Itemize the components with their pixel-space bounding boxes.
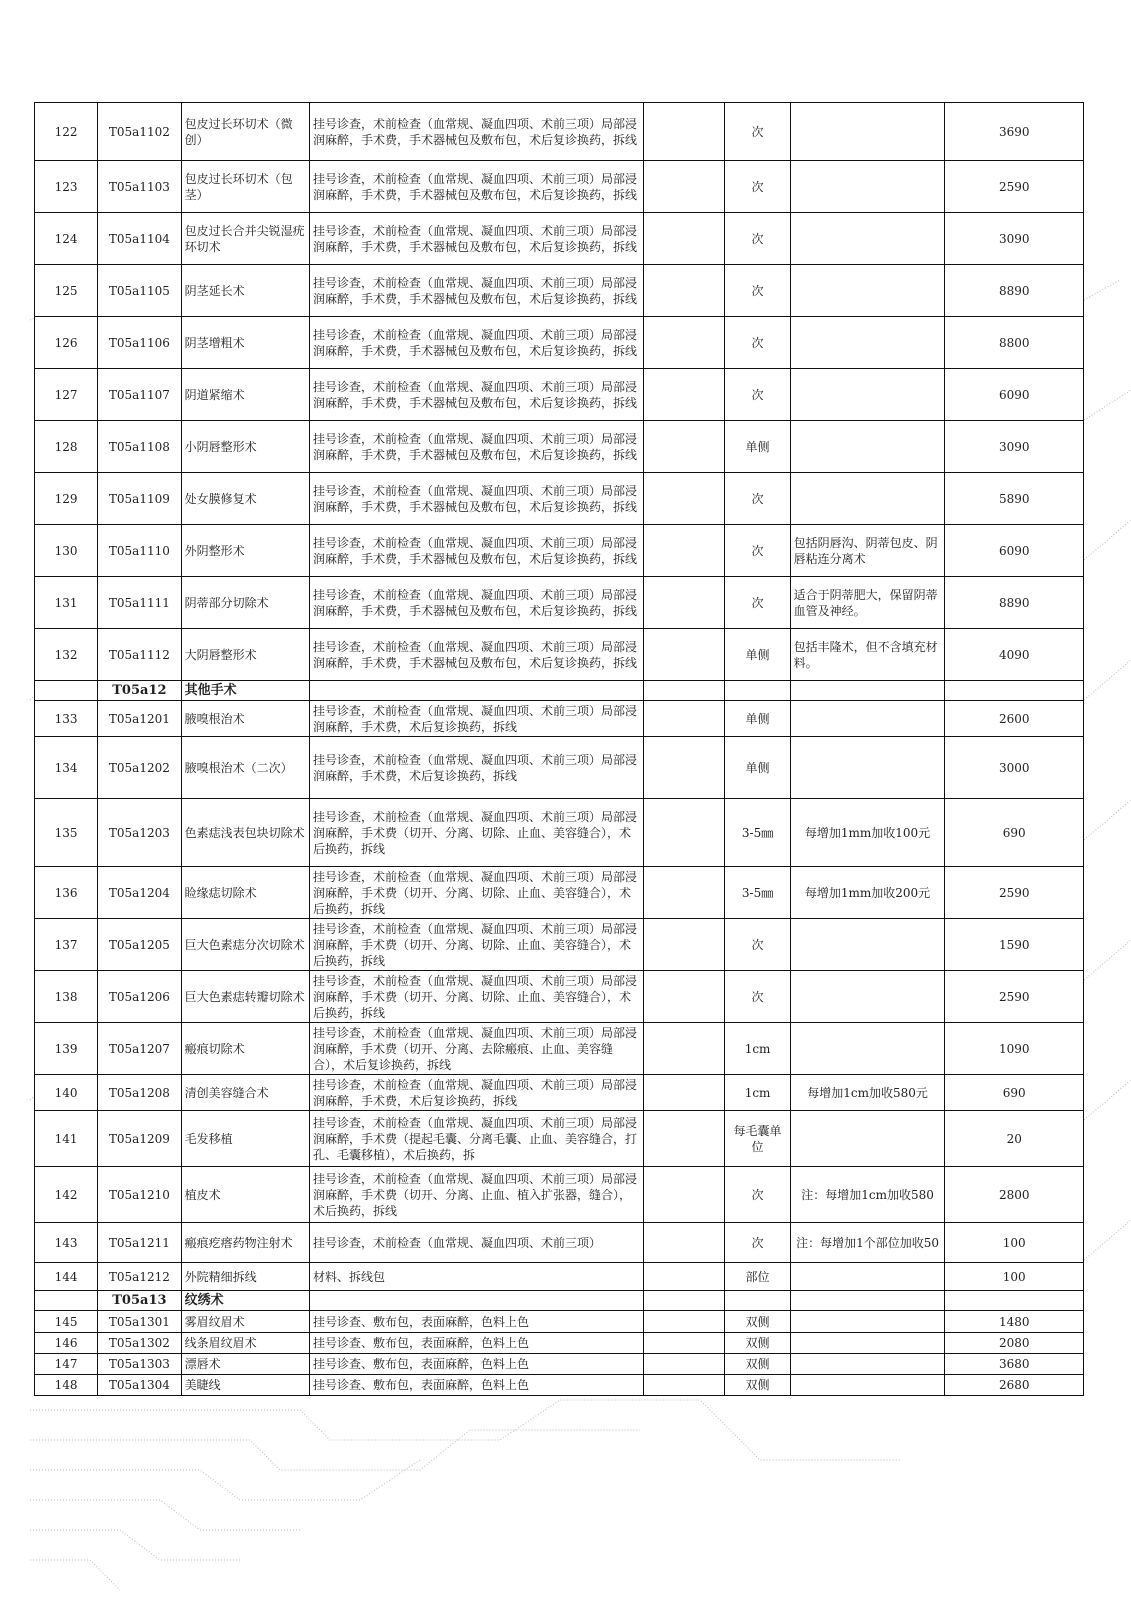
item-price: 3680: [945, 1354, 1084, 1375]
item-code: T05a1201: [98, 701, 182, 737]
item-note: 每增加1mm加收100元: [790, 799, 945, 867]
item-code: T05a1204: [98, 867, 182, 919]
item-code: T05a1112: [98, 629, 182, 681]
item-name: 瘢痕疙瘩药物注射术: [181, 1223, 309, 1263]
row-number: 136: [35, 867, 98, 919]
price-table: [34, 102, 1084, 1396]
item-code: T05a1205: [98, 919, 182, 971]
item-name: 睑缘痣切除术: [181, 867, 309, 919]
item-price: 100: [945, 1223, 1084, 1263]
table-row: [35, 103, 1084, 161]
table-row: [35, 1111, 1084, 1167]
item-price: 2800: [945, 1167, 1084, 1223]
item-price: 2590: [945, 161, 1084, 213]
unit-cell: [725, 681, 790, 701]
row-number: 134: [35, 737, 98, 799]
item-code: T05a1105: [98, 265, 182, 317]
item-name: 阴茎延长术: [181, 265, 309, 317]
item-code: T05a1203: [98, 799, 182, 867]
item-content: 挂号诊查，术前检查（血常规、凝血四项、术前三项）局部浸润麻醉，手术费（切开、分离、切除、止血、美容缝合），术后换药，拆线: [309, 867, 643, 919]
blank-cell: [644, 577, 725, 629]
item-name: 植皮术: [181, 1167, 309, 1223]
blank-cell: [644, 919, 725, 971]
row-number: 126: [35, 317, 98, 369]
section-header-row: [35, 1291, 1084, 1311]
item-content: 挂号诊查，术前检查（血常规、凝血四项、术前三项）局部浸润麻醉，手术费，手术器械包及敷布包，术后复诊换药，拆线: [309, 265, 643, 317]
table-row: [35, 1023, 1084, 1075]
row-number: 140: [35, 1075, 98, 1111]
item-note: 注：每增加1cm加收580: [790, 1167, 945, 1223]
section-code: T05a13: [98, 1291, 182, 1311]
blank-cell: [644, 1311, 725, 1333]
table-row: [35, 971, 1084, 1023]
item-unit: 次: [725, 525, 790, 577]
item-price: 1590: [945, 919, 1084, 971]
item-unit: 1cm: [725, 1023, 790, 1075]
row-number: 141: [35, 1111, 98, 1167]
table-row: [35, 161, 1084, 213]
blank-cell: [644, 421, 725, 473]
item-content: 挂号诊查，术前检查（血常规、凝血四项、术前三项）局部浸润麻醉，手术费（切开、分离、切除、止血、美容缝合），术后换药，拆线: [309, 971, 643, 1023]
item-price: 100: [945, 1263, 1084, 1291]
item-price: 2590: [945, 971, 1084, 1023]
row-number: 127: [35, 369, 98, 421]
item-note: [790, 1263, 945, 1291]
item-unit: 次: [725, 577, 790, 629]
item-name: 小阴唇整形术: [181, 421, 309, 473]
item-price: 6090: [945, 525, 1084, 577]
blank-cell: [644, 1291, 725, 1311]
table-row: [35, 737, 1084, 799]
content-cell: [309, 681, 643, 701]
table-row: [35, 1333, 1084, 1354]
item-price: 8890: [945, 577, 1084, 629]
item-price: 3000: [945, 737, 1084, 799]
item-note: [790, 161, 945, 213]
item-code: T05a1302: [98, 1333, 182, 1354]
item-price: 690: [945, 799, 1084, 867]
note-cell: [790, 681, 945, 701]
item-note: [790, 369, 945, 421]
item-name: 毛发移植: [181, 1111, 309, 1167]
item-name: 处女膜修复术: [181, 473, 309, 525]
item-unit: 3-5㎜: [725, 799, 790, 867]
blank-cell: [644, 1354, 725, 1375]
item-note: [790, 737, 945, 799]
row-number: 130: [35, 525, 98, 577]
item-unit: 次: [725, 1223, 790, 1263]
item-name: 瘢痕切除术: [181, 1023, 309, 1075]
table-row: [35, 369, 1084, 421]
blank-cell: [644, 1023, 725, 1075]
note-cell: [790, 1291, 945, 1311]
item-price: 3090: [945, 213, 1084, 265]
item-unit: 次: [725, 265, 790, 317]
item-content: 挂号诊查，术前检查（血常规、凝血四项、术前三项）局部浸润麻醉，手术费，手术器械包及敷布包，术后复诊换药，拆线: [309, 473, 643, 525]
item-name: 雾眉纹眉术: [181, 1311, 309, 1333]
item-content: 挂号诊查、敷布包，表面麻醉，色料上色: [309, 1354, 643, 1375]
item-code: T05a1106: [98, 317, 182, 369]
price-table-body: [35, 103, 1084, 1396]
item-note: [790, 1311, 945, 1333]
item-content: 挂号诊查，术前检查（血常规、凝血四项、术前三项）局部浸润麻醉，手术费，手术器械包及敷布包，术后复诊换药，拆线: [309, 161, 643, 213]
item-unit: 次: [725, 473, 790, 525]
table-row: [35, 473, 1084, 525]
table-row: [35, 1354, 1084, 1375]
blank-cell: [644, 1167, 725, 1223]
item-code: T05a1104: [98, 213, 182, 265]
table-row: [35, 1311, 1084, 1333]
table-row: [35, 867, 1084, 919]
item-content: 挂号诊查，术前检查（血常规、凝血四项、术前三项）局部浸润麻醉，手术费，术后复诊换药，拆线: [309, 1075, 643, 1111]
row-number: 146: [35, 1333, 98, 1354]
item-content: 挂号诊查，术前检查（血常规、凝血四项、术前三项）局部浸润麻醉，手术费，术后复诊换药，拆线: [309, 701, 643, 737]
item-note: [790, 1375, 945, 1396]
item-price: 2600: [945, 701, 1084, 737]
item-code: T05a1110: [98, 525, 182, 577]
item-name: 包皮过长环切术（包茎）: [181, 161, 309, 213]
item-price: 1090: [945, 1023, 1084, 1075]
item-note: [790, 1354, 945, 1375]
item-price: 5890: [945, 473, 1084, 525]
item-code: T05a1303: [98, 1354, 182, 1375]
item-unit: 1cm: [725, 1075, 790, 1111]
item-code: T05a1208: [98, 1075, 182, 1111]
item-price: 2080: [945, 1333, 1084, 1354]
item-content: 挂号诊查，术前检查（血常规、凝血四项、术前三项）局部浸润麻醉，手术费（切开、分离、切除、止血、美容缝合），术后换药，拆线: [309, 799, 643, 867]
blank-cell: [644, 265, 725, 317]
row-number: 123: [35, 161, 98, 213]
item-code: T05a1111: [98, 577, 182, 629]
unit-cell: [725, 1291, 790, 1311]
content-cell: [309, 1291, 643, 1311]
item-content: 挂号诊查，术前检查（血常规、凝血四项、术前三项）局部浸润麻醉，手术费（切开、分离、去除瘢痕、止血、美容缝合），术后复诊换药，拆线: [309, 1023, 643, 1075]
item-name: 阴蒂部分切除术: [181, 577, 309, 629]
row-number: 143: [35, 1223, 98, 1263]
blank-cell: [644, 317, 725, 369]
blank-cell: [644, 1223, 725, 1263]
item-code: T05a1301: [98, 1311, 182, 1333]
item-content: 挂号诊查，术前检查（血常规、凝血四项、术前三项）局部浸润麻醉，手术费，手术器械包及敷布包，术后复诊换药，拆线: [309, 369, 643, 421]
item-price: 4090: [945, 629, 1084, 681]
item-unit: 每毛囊单位: [725, 1111, 790, 1167]
table-row: [35, 1375, 1084, 1396]
table-row: [35, 577, 1084, 629]
row-number: 137: [35, 919, 98, 971]
row-number: 124: [35, 213, 98, 265]
table-row: [35, 701, 1084, 737]
row-number: 148: [35, 1375, 98, 1396]
blank-cell: [644, 1111, 725, 1167]
table-row: [35, 629, 1084, 681]
table-row: [35, 919, 1084, 971]
section-name: 其他手术: [181, 681, 309, 701]
row-number: 135: [35, 799, 98, 867]
item-content: 挂号诊查，术前检查（血常规、凝血四项、术前三项）局部浸润麻醉，手术费，术后复诊换药，拆线: [309, 737, 643, 799]
row-number: 131: [35, 577, 98, 629]
item-code: T05a1210: [98, 1167, 182, 1223]
item-note: [790, 213, 945, 265]
item-name: 腋嗅根治术: [181, 701, 309, 737]
item-note: [790, 1023, 945, 1075]
row-number: 147: [35, 1354, 98, 1375]
row-number: 144: [35, 1263, 98, 1291]
row-number: [35, 681, 98, 701]
item-unit: 次: [725, 919, 790, 971]
item-content: 挂号诊查，术前检查（血常规、凝血四项、术前三项）局部浸润麻醉，手术费（切开、分离、切除、止血、美容缝合），术后换药，拆线: [309, 919, 643, 971]
blank-cell: [644, 473, 725, 525]
item-unit: 双侧: [725, 1375, 790, 1396]
item-unit: 部位: [725, 1263, 790, 1291]
item-content: 挂号诊查、敷布包，表面麻醉，色料上色: [309, 1333, 643, 1354]
item-name: 大阴唇整形术: [181, 629, 309, 681]
item-name: 包皮过长合并尖锐湿疣环切术: [181, 213, 309, 265]
item-note: [790, 421, 945, 473]
item-content: 挂号诊查，术前检查（血常规、凝血四项、术前三项）局部浸润麻醉，手术费，手术器械包及敷布包，术后复诊换药，拆线: [309, 577, 643, 629]
item-name: 腋嗅根治术（二次）: [181, 737, 309, 799]
item-name: 清创美容缝合术: [181, 1075, 309, 1111]
item-unit: 次: [725, 369, 790, 421]
item-content: 挂号诊查，术前检查（血常规、凝血四项、术前三项）局部浸润麻醉，手术费，手术器械包及敷布包，术后复诊换药，拆线: [309, 213, 643, 265]
table-row: [35, 1075, 1084, 1111]
item-code: T05a1212: [98, 1263, 182, 1291]
table-row: [35, 265, 1084, 317]
item-unit: 次: [725, 971, 790, 1023]
row-number: 122: [35, 103, 98, 161]
section-code: T05a12: [98, 681, 182, 701]
blank-cell: [644, 971, 725, 1023]
item-note: 适合于阴蒂肥大，保留阴蒂血管及神经。: [790, 577, 945, 629]
item-code: T05a1207: [98, 1023, 182, 1075]
item-content: 挂号诊查，术前检查（血常规、凝血四项、术前三项）局部浸润麻醉，手术费（切开、分离、止血、植入扩张器，缝合），术后换药，拆线: [309, 1167, 643, 1223]
item-unit: 3-5㎜: [725, 867, 790, 919]
item-note: [790, 971, 945, 1023]
row-number: 139: [35, 1023, 98, 1075]
item-content: 挂号诊查，术前检查（血常规、凝血四项、术前三项）局部浸润麻醉，手术费（提起毛囊、分离毛囊、止血、美容缝合，打孔、毛囊移植），术后换药，拆: [309, 1111, 643, 1167]
price-cell: [945, 681, 1084, 701]
blank-cell: [644, 103, 725, 161]
row-number: 129: [35, 473, 98, 525]
item-name: 美睫线: [181, 1375, 309, 1396]
blank-cell: [644, 213, 725, 265]
item-unit: 次: [725, 161, 790, 213]
item-content: 挂号诊查、敷布包，表面麻醉，色料上色: [309, 1375, 643, 1396]
blank-cell: [644, 525, 725, 577]
item-price: 2680: [945, 1375, 1084, 1396]
table-row: [35, 1263, 1084, 1291]
item-unit: 单侧: [725, 629, 790, 681]
blank-cell: [644, 867, 725, 919]
item-price: 3690: [945, 103, 1084, 161]
item-unit: 单侧: [725, 701, 790, 737]
row-number: 128: [35, 421, 98, 473]
item-code: T05a1102: [98, 103, 182, 161]
item-content: 挂号诊查，术前检查（血常规、凝血四项、术前三项）: [309, 1223, 643, 1263]
item-price: 2590: [945, 867, 1084, 919]
blank-cell: [644, 1075, 725, 1111]
blank-cell: [644, 681, 725, 701]
table-row: [35, 799, 1084, 867]
item-price: 20: [945, 1111, 1084, 1167]
item-name: 包皮过长环切术（微创）: [181, 103, 309, 161]
item-note: 包括丰隆术，但不含填充材料。: [790, 629, 945, 681]
item-name: 外院精细拆线: [181, 1263, 309, 1291]
blank-cell: [644, 369, 725, 421]
blank-cell: [644, 1333, 725, 1354]
row-number: 138: [35, 971, 98, 1023]
blank-cell: [644, 161, 725, 213]
blank-cell: [644, 701, 725, 737]
item-note: [790, 265, 945, 317]
item-note: [790, 1111, 945, 1167]
item-unit: 双侧: [725, 1354, 790, 1375]
item-name: 阴道紧缩术: [181, 369, 309, 421]
item-code: T05a1304: [98, 1375, 182, 1396]
item-unit: 次: [725, 317, 790, 369]
blank-cell: [644, 737, 725, 799]
item-name: 巨大色素痣分次切除术: [181, 919, 309, 971]
item-name: 外阴整形术: [181, 525, 309, 577]
item-content: 挂号诊查，术前检查（血常规、凝血四项、术前三项）局部浸润麻醉，手术费，手术器械包及敷布包，术后复诊换药，拆线: [309, 317, 643, 369]
row-number: 142: [35, 1167, 98, 1223]
item-note: [790, 473, 945, 525]
item-note: 每增加1mm加收200元: [790, 867, 945, 919]
item-code: T05a1211: [98, 1223, 182, 1263]
row-number: 133: [35, 701, 98, 737]
table-row: [35, 525, 1084, 577]
item-unit: 双侧: [725, 1333, 790, 1354]
blank-cell: [644, 799, 725, 867]
item-price: 8890: [945, 265, 1084, 317]
item-unit: 单侧: [725, 421, 790, 473]
table-row: [35, 1167, 1084, 1223]
blank-cell: [644, 629, 725, 681]
item-code: T05a1206: [98, 971, 182, 1023]
item-price: 6090: [945, 369, 1084, 421]
item-content: 挂号诊查，术前检查（血常规、凝血四项、术前三项）局部浸润麻醉，手术费，手术器械包及敷布包，术后复诊换药，拆线: [309, 103, 643, 161]
item-code: T05a1202: [98, 737, 182, 799]
item-content: 挂号诊查，术前检查（血常规、凝血四项、术前三项）局部浸润麻醉，手术费，手术器械包及敷布包，术后复诊换药，拆线: [309, 629, 643, 681]
row-number: 145: [35, 1311, 98, 1333]
section-name: 纹绣术: [181, 1291, 309, 1311]
item-unit: 单侧: [725, 737, 790, 799]
item-note: [790, 701, 945, 737]
row-number: [35, 1291, 98, 1311]
item-unit: 次: [725, 103, 790, 161]
item-code: T05a1103: [98, 161, 182, 213]
item-code: T05a1107: [98, 369, 182, 421]
item-note: [790, 919, 945, 971]
item-price: 1480: [945, 1311, 1084, 1333]
blank-cell: [644, 1263, 725, 1291]
item-content: 挂号诊查，术前检查（血常规、凝血四项、术前三项）局部浸润麻醉，手术费，手术器械包及敷布包，术后复诊换药，拆线: [309, 421, 643, 473]
item-code: T05a1108: [98, 421, 182, 473]
item-name: 漂唇术: [181, 1354, 309, 1375]
item-note: 每增加1cm加收580元: [790, 1075, 945, 1111]
item-unit: 次: [725, 1167, 790, 1223]
item-code: T05a1209: [98, 1111, 182, 1167]
item-name: 阴茎增粗术: [181, 317, 309, 369]
item-unit: 双侧: [725, 1311, 790, 1333]
item-unit: 次: [725, 213, 790, 265]
item-name: 巨大色素痣转瓣切除术: [181, 971, 309, 1023]
item-note: 注：每增加1个部位加收50: [790, 1223, 945, 1263]
row-number: 125: [35, 265, 98, 317]
item-content: 挂号诊查，术前检查（血常规、凝血四项、术前三项）局部浸润麻醉，手术费，手术器械包及敷布包，术后复诊换药，拆线: [309, 525, 643, 577]
table-row: [35, 421, 1084, 473]
table-row: [35, 1223, 1084, 1263]
item-price: 3090: [945, 421, 1084, 473]
item-code: T05a1109: [98, 473, 182, 525]
item-note: 包括阴唇沟、阴蒂包皮、阴唇粘连分离术: [790, 525, 945, 577]
table-row: [35, 317, 1084, 369]
item-price: 690: [945, 1075, 1084, 1111]
item-note: [790, 1333, 945, 1354]
item-content: 材料、拆线包: [309, 1263, 643, 1291]
price-cell: [945, 1291, 1084, 1311]
section-header-row: [35, 681, 1084, 701]
table-row: [35, 213, 1084, 265]
blank-cell: [644, 1375, 725, 1396]
item-content: 挂号诊查、敷布包，表面麻醉，色料上色: [309, 1311, 643, 1333]
item-note: [790, 103, 945, 161]
item-note: [790, 317, 945, 369]
item-price: 8800: [945, 317, 1084, 369]
row-number: 132: [35, 629, 98, 681]
item-name: 色素痣浅表包块切除术: [181, 799, 309, 867]
item-name: 线条眉纹眉术: [181, 1333, 309, 1354]
